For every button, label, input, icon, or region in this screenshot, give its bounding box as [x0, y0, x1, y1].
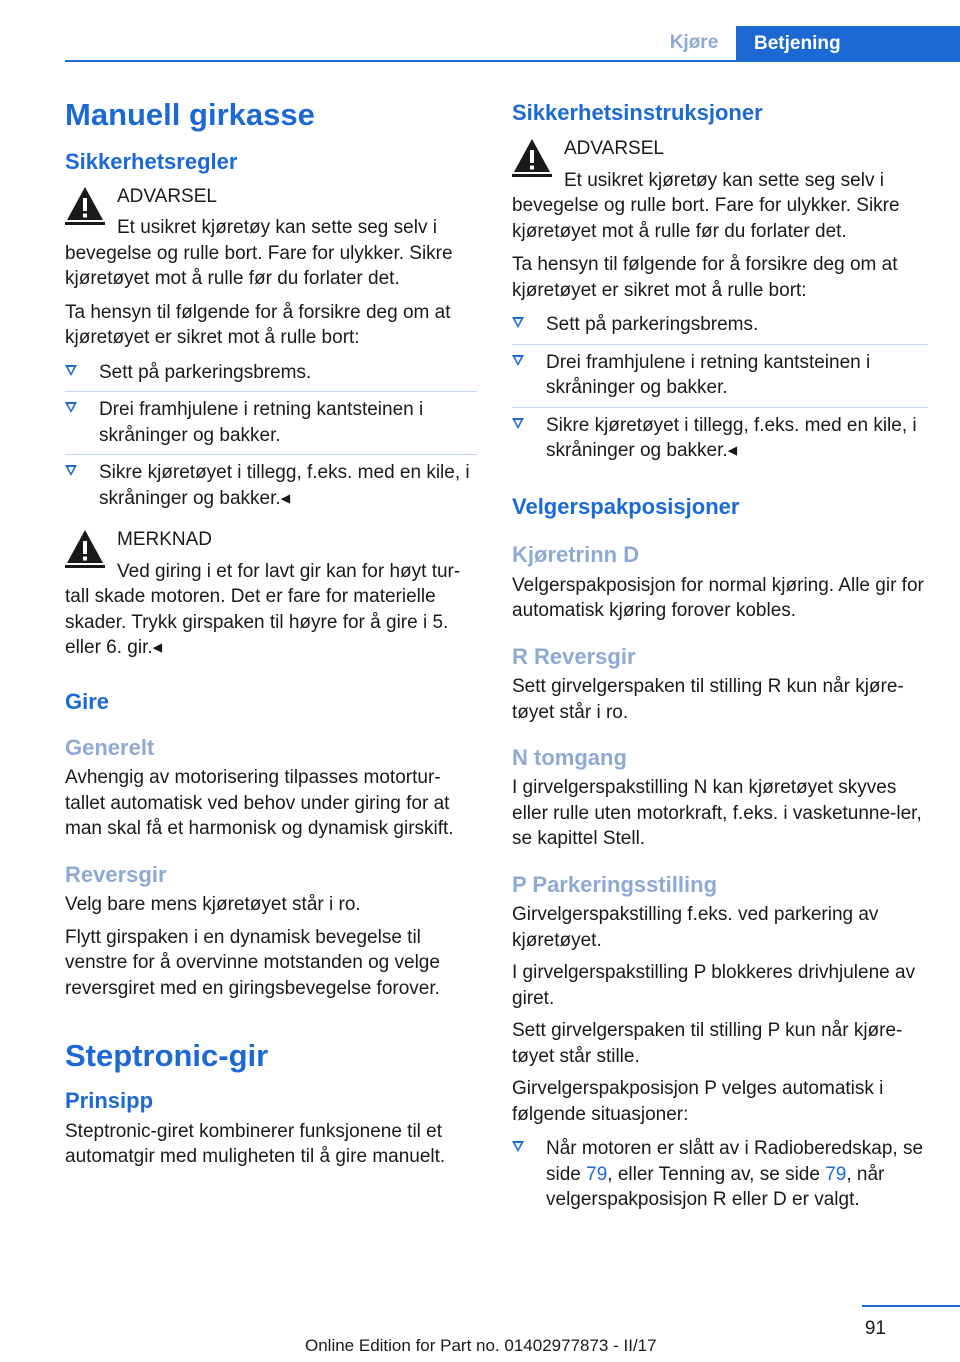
warning-triangle-icon	[512, 136, 552, 178]
warning-triangle-icon	[65, 527, 105, 569]
heading-n-tomgang: N tomgang	[512, 745, 627, 771]
list-item: Sett på parkeringsbrems.	[512, 307, 928, 345]
page-number: 91	[864, 1318, 886, 1339]
triangle-bullet-icon	[65, 465, 77, 476]
list-item: Drei framhjulene i retning kantsteinen i skråninger og bakker.	[65, 392, 477, 455]
warning-label: ADVARSEL	[564, 138, 664, 160]
footer-rule	[862, 1305, 960, 1307]
triangle-bullet-icon	[512, 418, 524, 429]
paragraph-n-tomgang: I girvelgerspakstilling N kan kjøretøyet skyves eller rulle uten motorkraft, f.eks. i vasketunne-ler, se kapittel Stell.	[512, 777, 922, 850]
heading-sikkerhetsregler: Sikkerhetsregler	[65, 149, 238, 175]
triangle-bullet-icon	[512, 355, 524, 366]
warning-block-advarsel	[512, 136, 928, 244]
list-item: Sett på parkeringsbrems.	[65, 355, 477, 393]
paragraph-r-reversgir: Sett girvelgerspaken til stilling R kun når kjøre-tøyet står i ro.	[512, 676, 904, 723]
warning-block-advarsel	[65, 184, 477, 292]
warning-label: MERKNAD	[117, 529, 213, 551]
left-column	[65, 96, 477, 1170]
heading-p-parkeringsstilling: P Parkeringsstilling	[512, 871, 718, 897]
list-item: Sikre kjøretøyet i tillegg, f.eks. med en kile, i skråninger og bakker.◂	[512, 408, 928, 470]
warning-triangle-icon	[65, 184, 105, 226]
triangle-bullet-icon	[512, 317, 524, 328]
warning-text: bevegelse og rulle bort. Fare for ulykker. Sikre kjøretøyet mot å rulle før du forlater det.	[512, 195, 900, 242]
list-item: Drei framhjulene i retning kantsteinen i skråninger og bakker.	[512, 345, 928, 408]
heading-generelt: Generelt	[65, 734, 155, 760]
warning-block-merknad	[65, 527, 477, 661]
heading-reversgir: Reversgir	[65, 861, 167, 887]
warning-text-first-line: Et usikret kjøretøy kan sette seg selv i	[564, 169, 884, 191]
warning-text: bevegelse og rulle bort. Fare for ulykker. Sikre kjøretøyet mot å rulle før du forlater det.	[65, 242, 453, 290]
paragraph-p-3: Sett girvelgerspaken til stilling P kun når kjøre-tøyet står stille.	[512, 1020, 903, 1067]
triangle-bullet-icon	[512, 1141, 524, 1152]
paragraph-prinsipp: Steptronic-giret kombinerer funksjonene til et automatgir med muligheten til å gire manuelt.	[65, 1120, 446, 1168]
paragraph-p-1: Girvelgerspakstilling f.eks. ved parkering av kjøretøyet.	[512, 904, 879, 951]
paragraph-kjoretrinn-d: Velgerspakposisjon for normal kjøring. Alle gir for automatisk kjøring forover kobles.	[512, 574, 924, 622]
right-column	[512, 100, 928, 1219]
paragraph-p-2: I girvelgerspakstilling P blokkeres drivhjulene av giret.	[512, 962, 916, 1009]
section-title-manuell-girkasse: Manuell girkasse	[65, 97, 315, 132]
heading-prinsipp: Prinsipp	[65, 1088, 154, 1114]
heading-kjoretrinn-d: Kjøretrinn D	[512, 542, 640, 568]
paragraph-reversgir-2: Flytt girspaken i en dynamisk bevegelse til venstre for å overvinne motstanden og velge reversgiret med en giringsbevegelse forover.	[65, 926, 440, 999]
page-link-79[interactable]: 79	[825, 1163, 847, 1185]
page-link-79[interactable]: 79	[586, 1163, 608, 1185]
footer-edition: Online Edition for Part no. 01402977873 - II/17	[305, 1336, 657, 1355]
warning-text-first-line: Et usikret kjøretøy kan sette seg selv i	[117, 217, 437, 239]
triangle-bullet-icon	[65, 402, 77, 413]
heading-gire: Gire	[65, 688, 110, 714]
header-rule	[65, 60, 960, 62]
heading-r-reversgir: R Reversgir	[512, 643, 636, 669]
triangle-bullet-icon	[65, 365, 77, 376]
list-item: Når motoren er slått av i Radioberedskap, se side 79, eller Tenning av, se side 79, når velgerspakposisjon R eller D er valgt.	[512, 1131, 928, 1219]
warning-text: tall skade motoren. Det er fare for materielle skader. Trykk girspaken til høyre for å gire i 5. eller 6. gir.◂	[65, 586, 449, 659]
warning-text-first-line: Ved giring i et for lavt gir kan for høyt tur-	[117, 560, 461, 582]
paragraph-generelt: Avhengig av motorisering tilpasses motortur-tallet automatisk ved behov under giring for at man skal få et harmonisk og dynamisk girskift.	[65, 767, 454, 840]
list-item: Sikre kjøretøyet i tillegg, f.eks. med en kile, i skråninger og bakker.◂	[65, 455, 477, 517]
p-situations-list	[512, 1131, 928, 1219]
intro-text: Ta hensyn til følgende for å forsikre deg om at kjøretøyet er sikret mot å rulle bort:	[65, 301, 451, 349]
intro-text: Ta hensyn til følgende for å forsikre deg om at kjøretøyet er sikret mot å rulle bort:	[512, 254, 898, 301]
safety-list	[512, 307, 928, 470]
safety-list	[65, 355, 477, 518]
section-title-steptronic: Steptronic-gir	[65, 1038, 269, 1074]
paragraph-p-4: Girvelgerspakposisjon P velges automatisk i følgende situasjoner:	[512, 1078, 884, 1125]
heading-sikkerhetsinstruksjoner: Sikkerhetsinstruksjoner	[512, 100, 763, 125]
header-tab-kjore[interactable]: Kjøre	[669, 32, 719, 53]
header-tab-betjening[interactable]: Betjening	[736, 26, 960, 62]
heading-velgerspakposisjoner: Velgerspakposisjoner	[512, 493, 740, 519]
warning-label: ADVARSEL	[117, 185, 217, 207]
paragraph-reversgir-1: Velg bare mens kjøretøyet står i ro.	[65, 894, 361, 916]
